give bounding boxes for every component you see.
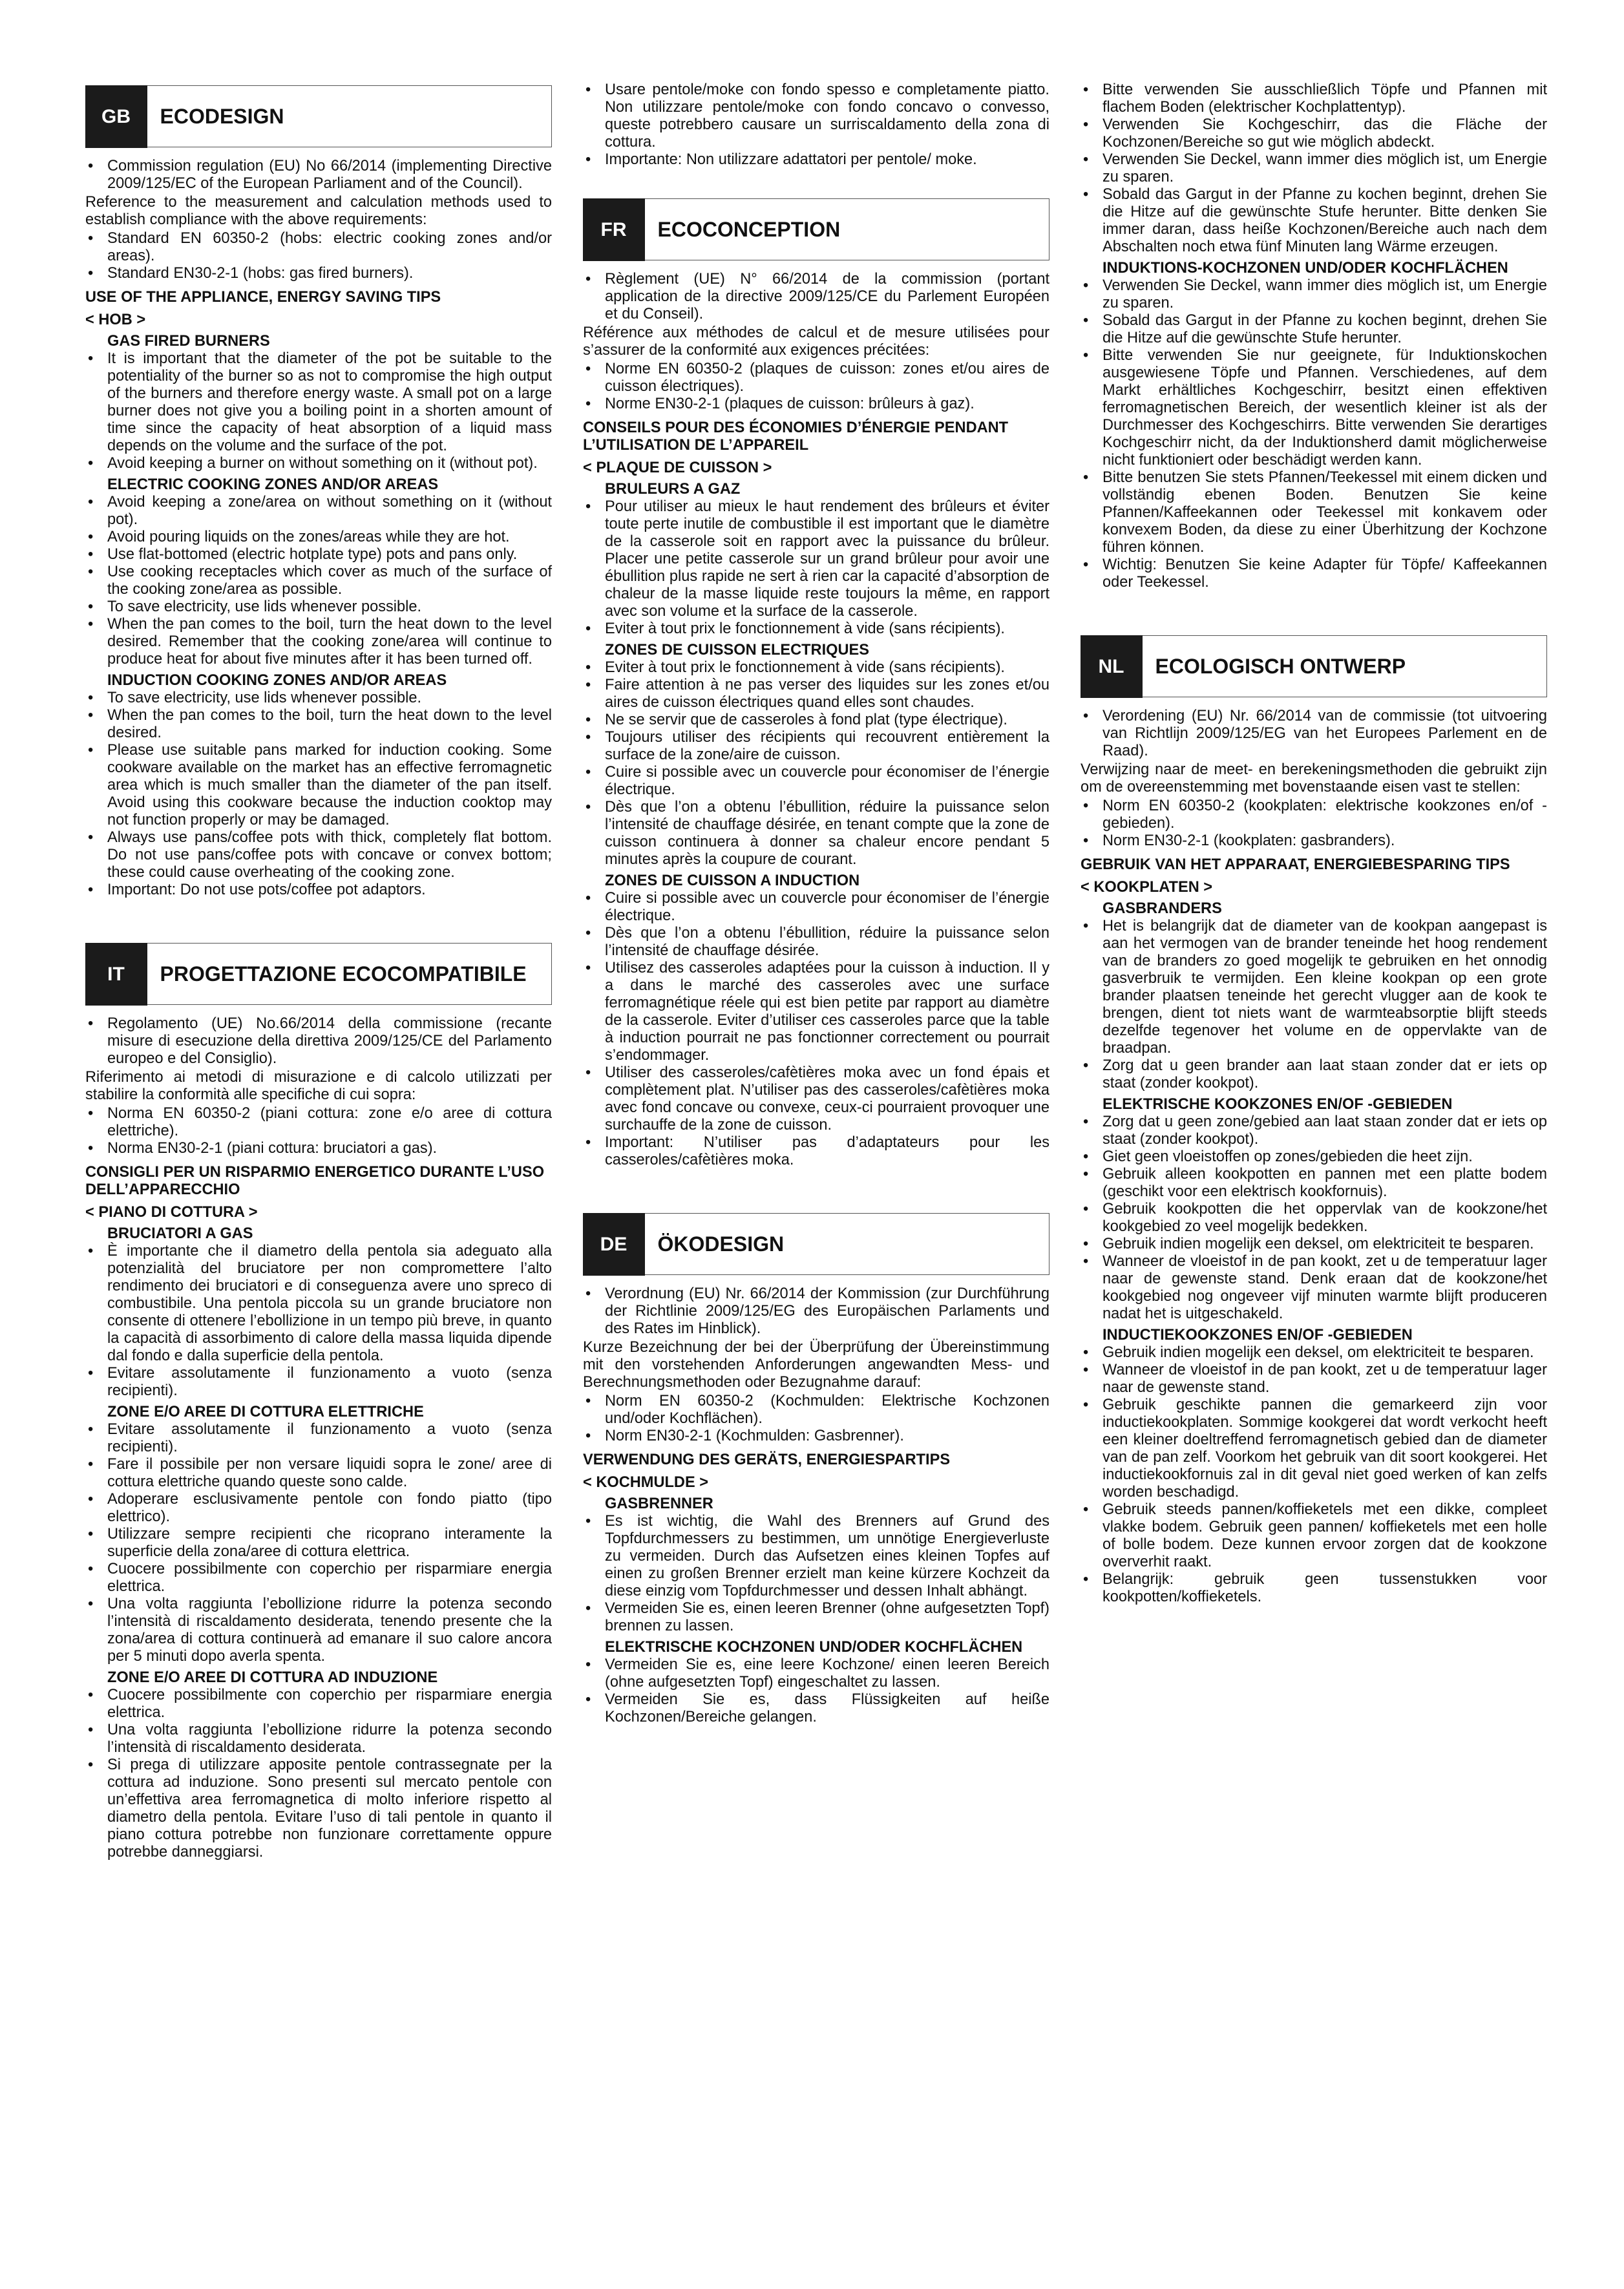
list-item: • When the pan comes to the boil, turn the heat down to the level desired. Remember that the cooking zone/area will continue to produce heat for about five minutes after it has been turned off. bbox=[85, 616, 552, 668]
list-item: • Sobald das Gargut in der Pfanne zu kochen beginnt, drehen Sie die Hitze auf die gewünschte Stufe herunter. Bitte denken Sie immer daran, dass heiße Kochzonen/Bereiche auch nach dem Abschalten noch etwa fünf Minuten lang Wärme erzeugen. bbox=[1081, 186, 1547, 256]
list-item: • Verwenden Sie Deckel, wann immer dies möglich ist, um Energie zu sparen. bbox=[1081, 277, 1547, 312]
list-item: • Utilisez des casseroles adaptées pour la cuisson à induction. Il y a dans le marché des casseroles avec une surface ferromagnétique réele qui est bien petite par rapport au diamètre de la casserole. Eviter d’utiliser ces casseroles parce que la table à induction pourrait ne pas fonctionner correctement ou pourrait s’endommager. bbox=[583, 960, 1049, 1064]
list-item: • È importante che il diametro della pentola sia adeguato alla potenzialità del bruciatore per non compromettere l’alto rendimento dei bruciatori e di conseguenza avere uno spreco di combustibile. Una pentola piccola su un grande bruciatore non consente di ottenere l’ebollizione in un tempo più breve, in quanto la capacità di assorbimento di calore della massa liquida dipende dal fondo e dalla superficie della pentola. bbox=[85, 1243, 552, 1365]
induction-list bbox=[85, 1687, 552, 1861]
list-item: • Gebruik steeds pannen/koffieketels met een dikke, compleet vlakke bodem. Gebruik geen pannen/ koffieketels met een holle of bolle bodem. Deze kunnen ervoor zorgen dat de kookzone oververhit raakt. bbox=[1081, 1501, 1547, 1571]
hob-heading: < PLAQUE DE CUISSON > bbox=[583, 459, 772, 476]
list-item: • Es ist wichtig, die Wahl des Brenners auf Grund des Topfdurchmessers zu bestimmen, um unnötige Energieverluste zu vermeiden. Durch das Aufsetzen eines kleinen Topfes auf einen zu großen Brenner erzielt man keine kürzere Kochzeit da diese einzig vom Topfdurchmesser und dessen Inhalt abhängt. bbox=[583, 1513, 1049, 1600]
standards-list bbox=[85, 1105, 552, 1157]
list-item: • Belangrijk: gebruik geen tussenstukken voor kookpotten/koffieketels. bbox=[1081, 1571, 1547, 1606]
gas-heading: BRULEURS A GAZ bbox=[605, 481, 741, 498]
list-item: • Eviter à tout prix le fonctionnement à vide (sans récipients). bbox=[583, 659, 1049, 677]
language-code: NL bbox=[1081, 635, 1143, 698]
hob-heading: < HOB > bbox=[85, 311, 146, 328]
use-heading: CONSIGLI PER UN RISPARMIO ENERGETICO DURANTE L’USO DELL’APPARECCHIO bbox=[85, 1164, 545, 1198]
electric-list bbox=[85, 1421, 552, 1665]
language-code: GB bbox=[85, 85, 147, 148]
list-item: • Utiliser des casseroles/cafètières moka avec un fond épais et complètement plat. N’utiliser pas des casseroles/cafètières moka avec fond concave ou convexe, ceux-ci pourraient provoquer une surchauffe de la zone de cuisson. bbox=[583, 1064, 1049, 1134]
gas-list bbox=[583, 498, 1049, 638]
electric-list-continued bbox=[1081, 81, 1547, 256]
list-item: • Zorg dat u geen zone/gebied aan laat staan zonder dat er iets op staat (zonder kookpot). bbox=[1081, 1113, 1547, 1148]
use-heading: VERWENDUNG DES GERÄTS, ENERGIESPARTIPS bbox=[583, 1451, 951, 1468]
reference-paragraph: Riferimento ai metodi di misurazione e di calcolo utilizzati per stabilire la conformità alle specifiche di cui sopra: bbox=[85, 1069, 552, 1103]
list-item: • Always use pans/coffee pots with thick, completely flat bottom. Do not use pans/coffee pots with concave or convex bottom; these could cause overheating of the cooking zone. bbox=[85, 829, 552, 881]
list-item: • It is important that the diameter of the pot be suitable to the potentiality of the burner so as not to compromise the high output of the burners and therefore energy waste. A small pot on a large burner does not give you a boiling point in a shorten amount of time since the capacity of heat absorption of a liquid mass depends on the volume and the surface of the pot. bbox=[85, 350, 552, 455]
list-item: • Please use suitable pans marked for induction cooking. Some cookware available on the market has an effective ferromagnetic area which is much smaller than the diameter of the pan itself. Avoid using this cookware because the induction cooktop may not function properly or may be damaged. bbox=[85, 742, 552, 829]
list-item: • Bitte verwenden Sie nur geeignete, für Induktionskochen ausgewiesene Töpfe und Pfannen. Verschiedenes, auf dem Markt erhältliches Kochgeschirr, besitzt einen effektiven ferromagnetischen Bereich, der wesentlich kleiner ist als der Durchmesser des Kochgeschirrs. Bitte verwenden Sie derartiges Kochgeschirr nicht, da der Induktionsherd damit möglicherweise nicht funktioniert oder beschädigt werden kann. bbox=[1081, 347, 1547, 469]
standards-list bbox=[583, 361, 1049, 413]
electric-heading: ZONES DE CUISSON ELECTRIQUES bbox=[605, 642, 870, 659]
regulation-list bbox=[85, 158, 552, 193]
list-item: • Una volta raggiunta l’ebollizione ridurre la potenza secondo l’intensità di riscaldamento desiderata. bbox=[85, 1722, 552, 1756]
use-heading: CONSEILS POUR DES ÉCONOMIES D’ÉNERGIE PENDANT L’UTILISATION DE L’APPAREIL bbox=[583, 419, 1009, 454]
gas-heading: GASBRENNER bbox=[605, 1495, 713, 1512]
list-item: • Avoid keeping a zone/area on without something on it (without pot). bbox=[85, 494, 552, 529]
list-item: • To save electricity, use lids whenever possible. bbox=[85, 690, 552, 707]
section-de bbox=[583, 1213, 1049, 1726]
list-item: • Avoid pouring liquids on the zones/areas while they are hot. bbox=[85, 529, 552, 546]
list-item: • Faire attention à ne pas verser des liquides sur les zones et/ou aires de cuisson électriques quand elles sont chaudes. bbox=[583, 677, 1049, 712]
list-item: • Norm EN 60350-2 (Kochmulden: Elektrische Kochzonen und/oder Kochflächen). bbox=[583, 1393, 1049, 1428]
section-title: PROGETTAZIONE ECOCOMPATIBILE bbox=[160, 962, 527, 986]
list-item: • Gebruik alleen kookpotten en pannen met een platte bodem (geschikt voor een elektrisch kookfornuis). bbox=[1081, 1166, 1547, 1201]
list-item: • Gebruik geschikte pannen die gemarkeerd zijn voor inductiekookplaten. Sommige kookgerei dat wordt verkocht heeft een kleiner doeltreffend ferromagnetisch gebied dan de diameter van de pan zelf. Voorkom het gebruik van dit soort kookgerei. Het inductiekookfornuis zal in dit geval niet goed werken of kan zelfs worden beschadigd. bbox=[1081, 1397, 1547, 1501]
reference-paragraph: Verwijzing naar de meet- en berekeningsmethoden die gebruikt zijn om de overeenstemming met bovenstaande eisen vast te stellen: bbox=[1081, 761, 1547, 796]
list-item: • Norm EN30-2-1 (Kochmulden: Gasbrenner). bbox=[583, 1428, 1049, 1445]
section-it bbox=[85, 943, 552, 1861]
section-header-nl bbox=[1081, 635, 1547, 697]
list-item: • Norm EN30-2-1 (kookplaten: gasbranders). bbox=[1081, 832, 1547, 850]
electric-list bbox=[583, 659, 1049, 869]
list-item: • Vermeiden Sie es, eine leere Kochzone/ einen leeren Bereich (ohne aufgesetzten Topf) eingeschaltet zu lassen. bbox=[583, 1656, 1049, 1691]
induction-heading: INDUCTION COOKING ZONES AND/OR AREAS bbox=[107, 672, 447, 689]
list-item: • Gebruik indien mogelijk een deksel, om elektriciteit te besparen. bbox=[1081, 1344, 1547, 1362]
regulation-list bbox=[583, 271, 1049, 323]
section-header-de bbox=[583, 1213, 1049, 1275]
section-header-it bbox=[85, 943, 552, 1005]
list-item: • Verordening (EU) Nr. 66/2014 van de commissie (tot uitvoering van Richtlijn 2009/125/EG van het Europees Parlement en de Raad). bbox=[1081, 708, 1547, 760]
section-title: ÖKODESIGN bbox=[657, 1232, 785, 1256]
list-item: • Wanneer de vloeistof in de pan kookt, zet u de temperatuur lager naar de gewenste stand. bbox=[1081, 1362, 1547, 1397]
section-header-fr bbox=[583, 198, 1049, 260]
list-item: • Cuocere possibilmente con coperchio per risparmiare energia elettrica. bbox=[85, 1687, 552, 1722]
electric-list bbox=[1081, 1113, 1547, 1323]
induction-heading: INDUKTIONS-KOCHZONEN UND/ODER KOCHFLÄCHEN bbox=[1102, 260, 1508, 277]
standards-list bbox=[583, 1393, 1049, 1445]
list-item: • Evitare assolutamente il funzionamento a vuoto (senza recipienti). bbox=[85, 1421, 552, 1456]
list-item: • Norm EN 60350-2 (kookplaten: elektrische kookzones en/of -gebieden). bbox=[1081, 797, 1547, 832]
regulation-list bbox=[85, 1015, 552, 1068]
list-item: • Standard EN30-2-1 (hobs: gas fired burners). bbox=[85, 265, 552, 282]
list-item: • Importante: Non utilizzare adattatori per pentole/ moke. bbox=[583, 151, 1049, 169]
list-item: • Commission regulation (EU) No 66/2014 (implementing Directive 2009/125/EC of the European Parliament and of the Council). bbox=[85, 158, 552, 193]
induction-list bbox=[1081, 277, 1547, 591]
reference-paragraph: Reference to the measurement and calculation methods used to establish compliance with the above requirements: bbox=[85, 194, 552, 228]
list-item: • Bitte verwenden Sie ausschließlich Töpfe und Pfannen mit flachem Boden (elektrischer Kochplattentyp). bbox=[1081, 81, 1547, 116]
electric-heading: ELECTRIC COOKING ZONES AND/OR AREAS bbox=[107, 476, 439, 493]
section-gb bbox=[85, 85, 552, 899]
gas-heading: GASBRANDERS bbox=[1102, 900, 1222, 917]
list-item: • Una volta raggiunta l’ebollizione ridurre la potenza secondo l’intensità di riscaldamento desiderata, tenendo presente che la zona/area di cottura continuerà ad emanare il suo calore ancora per 5 minuti dopo averla spenta. bbox=[85, 1596, 552, 1665]
section-title: ECODESIGN bbox=[160, 104, 284, 128]
list-item: • Adoperare esclusivamente pentole con fondo piatto (tipo elettrico). bbox=[85, 1491, 552, 1526]
section-title: ECOCONCEPTION bbox=[657, 217, 841, 241]
list-item: • Norma EN 60350-2 (piani cottura: zone e/o aree di cottura elettriche). bbox=[85, 1105, 552, 1140]
list-item: • Règlement (UE) N° 66/2014 de la commission (portant application de la directive 2009/125/CE du Parlement Européen et du Conseil). bbox=[583, 271, 1049, 323]
list-item: • Regolamento (UE) No.66/2014 della commissione (recante misure di esecuzione della direttiva 2009/125/CE del Parlamento europeo e del Consiglio). bbox=[85, 1015, 552, 1068]
induction-heading: ZONE E/O AREE DI COTTURA AD INDUZIONE bbox=[107, 1669, 438, 1686]
electric-heading: ZONE E/O AREE DI COTTURA ELETTRICHE bbox=[107, 1404, 424, 1420]
document-page bbox=[85, 81, 1547, 2240]
list-item: • Vermeiden Sie es, dass Flüssigkeiten auf heiße Kochzonen/Bereiche gelangen. bbox=[583, 1691, 1049, 1726]
column-1 bbox=[85, 81, 552, 1861]
list-item: • Use cooking receptacles which cover as much of the surface of the cooking zone/area as possible. bbox=[85, 564, 552, 598]
list-item: • Cuire si possible avec un couvercle pour économiser de l’énergie électrique. bbox=[583, 764, 1049, 799]
list-item: • Usare pentole/moke con fondo spesso e completamente piatto. Non utilizzare pentole/moke con fondo concavo o convesso, queste potrebbero causare un surriscaldamento della zona di cottura. bbox=[583, 81, 1049, 151]
list-item: • Fare il possibile per non versare liquidi sopra le zone/ aree di cottura elettriche quando queste sono calde. bbox=[85, 1456, 552, 1491]
list-item: • Bitte benutzen Sie stets Pfannen/Teekessel mit einem dicken und vollständig ebenen Boden. Benutzen Sie keine Pfannen/Kaffeekannen oder Teekessel mit konkavem oder konvexem Boden, da diese zu einer Überhitzung der Kochzone führen können. bbox=[1081, 469, 1547, 556]
list-item: • Norma EN30-2-1 (piani cottura: bruciatori a gas). bbox=[85, 1140, 552, 1157]
hob-heading: < PIANO DI COTTURA > bbox=[85, 1204, 258, 1221]
list-item: • Norme EN 60350-2 (plaques de cuisson: zones et/ou aires de cuisson électriques). bbox=[583, 361, 1049, 396]
electric-list bbox=[583, 1656, 1049, 1726]
gas-heading: BRUCIATORI A GAS bbox=[107, 1225, 253, 1242]
induction-list bbox=[1081, 1344, 1547, 1606]
use-heading: USE OF THE APPLIANCE, ENERGY SAVING TIPS bbox=[85, 289, 441, 306]
list-item: • Avoid keeping a burner on without something on it (without pot). bbox=[85, 455, 552, 472]
list-item: • Verwenden Sie Deckel, wann immer dies möglich ist, um Energie zu sparen. bbox=[1081, 151, 1547, 186]
gas-list bbox=[583, 1513, 1049, 1635]
column-2 bbox=[583, 81, 1049, 1726]
list-item: • Evitare assolutamente il funzionamento a vuoto (senza recipienti). bbox=[85, 1365, 552, 1400]
list-item: • Cuocere possibilmente con coperchio per risparmiare energia elettrica. bbox=[85, 1561, 552, 1596]
induction-list bbox=[85, 690, 552, 899]
section-header-gb bbox=[85, 85, 552, 147]
gas-heading: GAS FIRED BURNERS bbox=[107, 333, 270, 350]
gas-list bbox=[1081, 918, 1547, 1092]
list-item: • Sobald das Gargut in der Pfanne zu kochen beginnt, drehen Sie die Hitze auf die gewünschte Stufe herunter. bbox=[1081, 312, 1547, 347]
list-item: • Het is belangrijk dat de diameter van de kookpan aangepast is aan het vermogen van de brander teneinde het hoog rendement van de branders zo goed mogelijk te gebruiken en het onnodig gasverbruik te vermijden. Een kleine kookpan op een grote brander plaatsen teneinde het gerecht vlugger aan de kook te brengen, dient tot niets want de warmteabsorptie blijft steeds dezelfde tegenover het volume en de oppervlakte van de braadpan. bbox=[1081, 918, 1547, 1057]
gas-list bbox=[85, 350, 552, 472]
hob-heading: < KOCHMULDE > bbox=[583, 1474, 709, 1491]
reference-paragraph: Référence aux méthodes de calcul et de mesure utilisées pour s’assurer de la conformité aux exigences précitées: bbox=[583, 324, 1049, 359]
induction-list bbox=[583, 890, 1049, 1169]
list-item: • Dès que l’on a obtenu l’ébullition, réduire la puissance selon l’intensité de chauffage désirée. bbox=[583, 925, 1049, 960]
language-code: IT bbox=[85, 943, 147, 1006]
list-item: • Important: Do not use pots/coffee pot adaptors. bbox=[85, 881, 552, 899]
standards-list bbox=[85, 230, 552, 282]
list-item: • To save electricity, use lids whenever possible. bbox=[85, 598, 552, 616]
list-item: • Wichtig: Benutzen Sie keine Adapter für Töpfe/ Kaffeekannen oder Teekessel. bbox=[1081, 556, 1547, 591]
list-item: • Standard EN 60350-2 (hobs: electric cooking zones and/or areas). bbox=[85, 230, 552, 265]
list-item: • Wanneer de vloeistof in de pan kookt, zet u de temperatuur lager naar de gewenste stand. Denk eraan dat de kookzone/het kookgebied nog ongeveer vijf minuten warmte blijft produceren nadat het is uitgeschakeld. bbox=[1081, 1253, 1547, 1323]
list-item: • Cuire si possible avec un couvercle pour économiser de l’énergie électrique. bbox=[583, 890, 1049, 925]
list-item: • Use flat-bottomed (electric hotplate type) pots and pans only. bbox=[85, 546, 552, 564]
language-code: FR bbox=[583, 198, 645, 261]
gas-list bbox=[85, 1243, 552, 1400]
list-item: • Si prega di utilizzare apposite pentole contrassegnate per la cottura ad induzione. Sono presenti sul mercato pentole con un’effettiva area ferromagnetica di molto inferiore rispetto al diametro della pentola. Evitare l’uso di tali pentole in quanto il piano cottura potrebbe non funzionare correttamente oppure potrebbe danneggiarsi. bbox=[85, 1756, 552, 1861]
list-item: • Zorg dat u geen brander aan laat staan zonder dat er iets op staat (zonder kookpot). bbox=[1081, 1057, 1547, 1092]
list-item: • Giet geen vloeistoffen op zones/gebieden die heet zijn. bbox=[1081, 1148, 1547, 1166]
list-item: • Verordnung (EU) Nr. 66/2014 der Kommission (zur Durchführung der Richtlinie 2009/125/EG des Europäischen Parlaments und des Rates im Hinblick). bbox=[583, 1285, 1049, 1338]
section-title: ECOLOGISCH ONTWERP bbox=[1155, 654, 1406, 678]
regulation-list bbox=[583, 1285, 1049, 1338]
electric-list bbox=[85, 494, 552, 668]
list-item: • Gebruik indien mogelijk een deksel, om elektriciteit te besparen. bbox=[1081, 1236, 1547, 1253]
reference-paragraph: Kurze Bezeichnung der bei der Überprüfung der Übereinstimmung mit den vorstehenden Anforderungen angewandten Mess- und Berechnungsmethoden oder Bezugnahme darauf: bbox=[583, 1339, 1049, 1391]
list-item: • Verwenden Sie Kochgeschirr, das die Fläche der Kochzonen/Bereiche so gut wie möglich abdeckt. bbox=[1081, 116, 1547, 151]
list-item: • Utilizzare sempre recipienti che ricoprano interamente la superficie della zona/aree di cottura elettrica. bbox=[85, 1526, 552, 1561]
language-code: DE bbox=[583, 1213, 645, 1276]
list-item: • Norme EN30-2-1 (plaques de cuisson: brûleurs à gaz). bbox=[583, 396, 1049, 413]
list-item: • Gebruik kookpotten die het oppervlak van de kookzone/het kookgebied zo veel mogelijk bedekken. bbox=[1081, 1201, 1547, 1236]
hob-heading: < KOOKPLATEN > bbox=[1081, 879, 1213, 896]
induction-heading: INDUCTIEKOOKZONES EN/OF -GEBIEDEN bbox=[1102, 1327, 1413, 1344]
column-3 bbox=[1081, 81, 1547, 1606]
electric-heading: ELEKTRISCHE KOCHZONEN UND/ODER KOCHFLÄCHEN bbox=[605, 1639, 1023, 1656]
list-item: • Ne se servir que de casseroles à fond plat (type électrique). bbox=[583, 712, 1049, 729]
list-item: • When the pan comes to the boil, turn the heat down to the level desired. bbox=[85, 707, 552, 742]
list-item: • Important: N’utiliser pas d’adaptateurs pour les casseroles/cafètières moka. bbox=[583, 1134, 1049, 1169]
list-item: • Toujours utiliser des récipients qui recouvrent entièrement la surface de la zone/aire de cuisson. bbox=[583, 729, 1049, 764]
standards-list bbox=[1081, 797, 1547, 850]
section-fr bbox=[583, 198, 1049, 1169]
regulation-list bbox=[1081, 708, 1547, 760]
list-item: • Eviter à tout prix le fonctionnement à vide (sans récipients). bbox=[583, 620, 1049, 638]
list-item: • Vermeiden Sie es, einen leeren Brenner (ohne aufgesetzten Topf) brennen zu lassen. bbox=[583, 1600, 1049, 1635]
induction-list-continued bbox=[583, 81, 1049, 169]
electric-heading: ELEKTRISCHE KOOKZONES EN/OF -GEBIEDEN bbox=[1102, 1096, 1453, 1113]
list-item: • Pour utiliser au mieux le haut rendement des brûleurs et éviter toute perte inutile de combustible il est important que le diamètre de la casserole soit en rapport avec la puissance du brûleur. Placer une petite casserole sur un grand brûleur pour avoir une ébullition plus rapide ne sert à rien car la capacité d’absorption de chaleur de la masse liquide reste toujours la même, en rapport avec son volume et la surface de la casserole. bbox=[583, 498, 1049, 620]
use-heading: GEBRUIK VAN HET APPARAAT, ENERGIEBESPARING TIPS bbox=[1081, 856, 1510, 873]
induction-heading: ZONES DE CUISSON A INDUCTION bbox=[605, 872, 860, 889]
section-nl bbox=[1081, 635, 1547, 1606]
list-item: • Dès que l’on a obtenu l’ébullition, réduire la puissance selon l’intensité de chauffage désirée, en tenant compte que la zone de cuisson continuera à donner sa chaleur encore pendant 5 minutes après la coupure de courant. bbox=[583, 799, 1049, 869]
